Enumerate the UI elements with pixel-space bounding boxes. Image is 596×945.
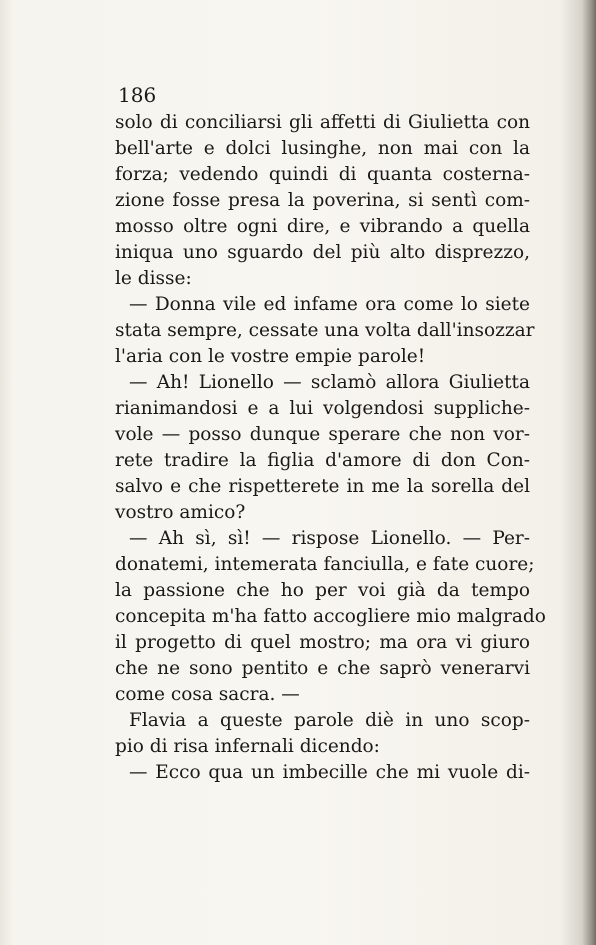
text-line: mosso oltre ogni dire, e vibrando a quella: [115, 216, 530, 237]
page-number: 186: [118, 83, 157, 107]
text-line: — Ecco qua un imbecille che mi vuole di-: [129, 762, 530, 783]
text-line: il progetto di quel mostro; ma ora vi giuro: [115, 632, 530, 653]
text-line: concepita m'ha fatto accogliere mio malgrado: [115, 606, 546, 627]
text-line: rianimandosi e a lui volgendosi suppliche-: [115, 398, 530, 419]
text-line: — Donna vile ed infame ora come lo siete: [129, 294, 530, 315]
text-line: zione fosse presa la poverina, si sentì com-: [115, 190, 530, 211]
text-line: pio di risa infernali dicendo:: [115, 736, 380, 757]
text-line: vole — posso dunque sperare che non vor-: [115, 424, 530, 445]
text-line: vostro amico?: [115, 502, 246, 523]
text-line: solo di conciliarsi gli affetti di Giulietta con: [115, 112, 530, 133]
page-text: [115, 80, 546, 786]
text-line: che ne sono pentito e che saprò venerarvi: [115, 658, 530, 679]
text-line: la passione che ho per voi già da tempo: [115, 580, 530, 601]
text-line: rete tradire la figlia d'amore di don Con-: [115, 450, 530, 471]
text-line: — Ah sì, sì! — rispose Lionello. — Per-: [129, 528, 530, 549]
text-line: Flavia a queste parole diè in uno scop-: [129, 710, 530, 731]
text-line: iniqua uno sguardo del più alto disprezzo,: [115, 242, 530, 263]
text-line: forza; vedendo quindi di quanta costerna-: [115, 164, 530, 185]
text-line: donatemi, intemerata fanciulla, e fate cuore;: [115, 554, 535, 575]
text-line: l'aria con le vostre empie parole!: [115, 346, 426, 367]
text-line: le disse:: [115, 268, 192, 289]
text-line: salvo e che rispetterete in me la sorella del: [115, 476, 530, 497]
text-line: — Ah! Lionello — sclamò allora Giulietta: [129, 372, 530, 393]
text-line: bell'arte e dolci lusinghe, non mai con la: [115, 138, 530, 159]
text-line: stata sempre, cessate una volta dall'insozzar: [115, 320, 535, 341]
text-line: come cosa sacra. —: [115, 684, 300, 705]
page-edge-shadow: [582, 0, 596, 945]
text-lines: [115, 110, 546, 786]
